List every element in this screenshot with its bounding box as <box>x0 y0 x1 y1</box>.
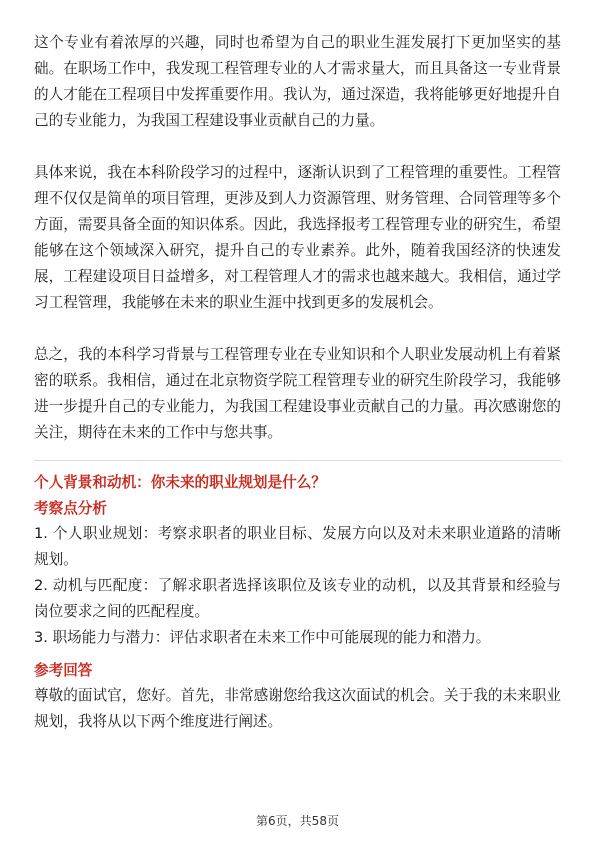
page-footer: 第6页，共58页 <box>256 814 339 828</box>
paragraph-spacer <box>34 134 561 160</box>
body-paragraph-1: 这个专业有着浓厚的兴趣，同时也希望为自己的职业生涯发展打下更加坚实的基础。在职场工作中，我发现工程管理专业的人才需求量大，而且具备这一专业背景的人才能在工程项目中发挥重要作用。我认为，通过深造，我将能够更好地提升自己的专业能力，为我国工程建设事业贡献自己的力量。 <box>34 34 561 129</box>
section-divider <box>34 460 561 461</box>
body-paragraph-3: 总之，我的本科学习背景与工程管理专业在专业知识和个人职业发展动机上有着紧密的联系。我相信，通过在北京物资学院工程管理专业的研究生阶段学习，我能够进一步提升自己的专业能力，为我国工程建设事业贡献自己的力量。再次感谢您的关注，期待在未来的工作中与您共事。 <box>34 346 561 441</box>
answer-text: 尊敬的面试官，您好。首先，非常感谢您给我这次面试的机会。关于我的未来职业规划，我将从以下两个维度进行阐述。 <box>34 687 561 730</box>
page-content <box>34 30 561 735</box>
analysis-item-2: 2. 动机与匹配度：了解求职者选择该职位及该专业的动机，以及其背景和经验与岗位要求之间的匹配程度。 <box>34 577 561 620</box>
analysis-item-3: 3. 职场能力与潜力：评估求职者在未来工作中可能展现的能力和潜力。 <box>34 629 491 646</box>
interview-question: 个人背景和动机：你未来的职业规划是什么？ <box>34 474 326 491</box>
paragraph-spacer <box>34 316 561 342</box>
analysis-item-1: 1. 个人职业规划：考察求职者的职业目标、发展方向以及对未来职业道路的清晰规划。 <box>34 525 561 568</box>
body-paragraph-2: 具体来说，我在本科阶段学习的过程中，逐渐认识到了工程管理的重要性。工程管理不仅仅是简单的项目管理，更涉及到人力资源管理、财务管理、合同管理等多个方面，需要具备全面的知识体系。因此，我选择报考工程管理专业的研究生，希望能够在这个领域深入研究，提升自己的专业素养。此外，随着我国经济的快速发展，工程建设项目日益增多，对工程管理人才的需求也越来越大。我相信，通过学习工程管理，我能够在未来的职业生涯中找到更多的发展机会。 <box>34 164 561 311</box>
answer-heading: 参考回答 <box>34 662 93 679</box>
analysis-heading: 考察点分析 <box>34 500 107 517</box>
